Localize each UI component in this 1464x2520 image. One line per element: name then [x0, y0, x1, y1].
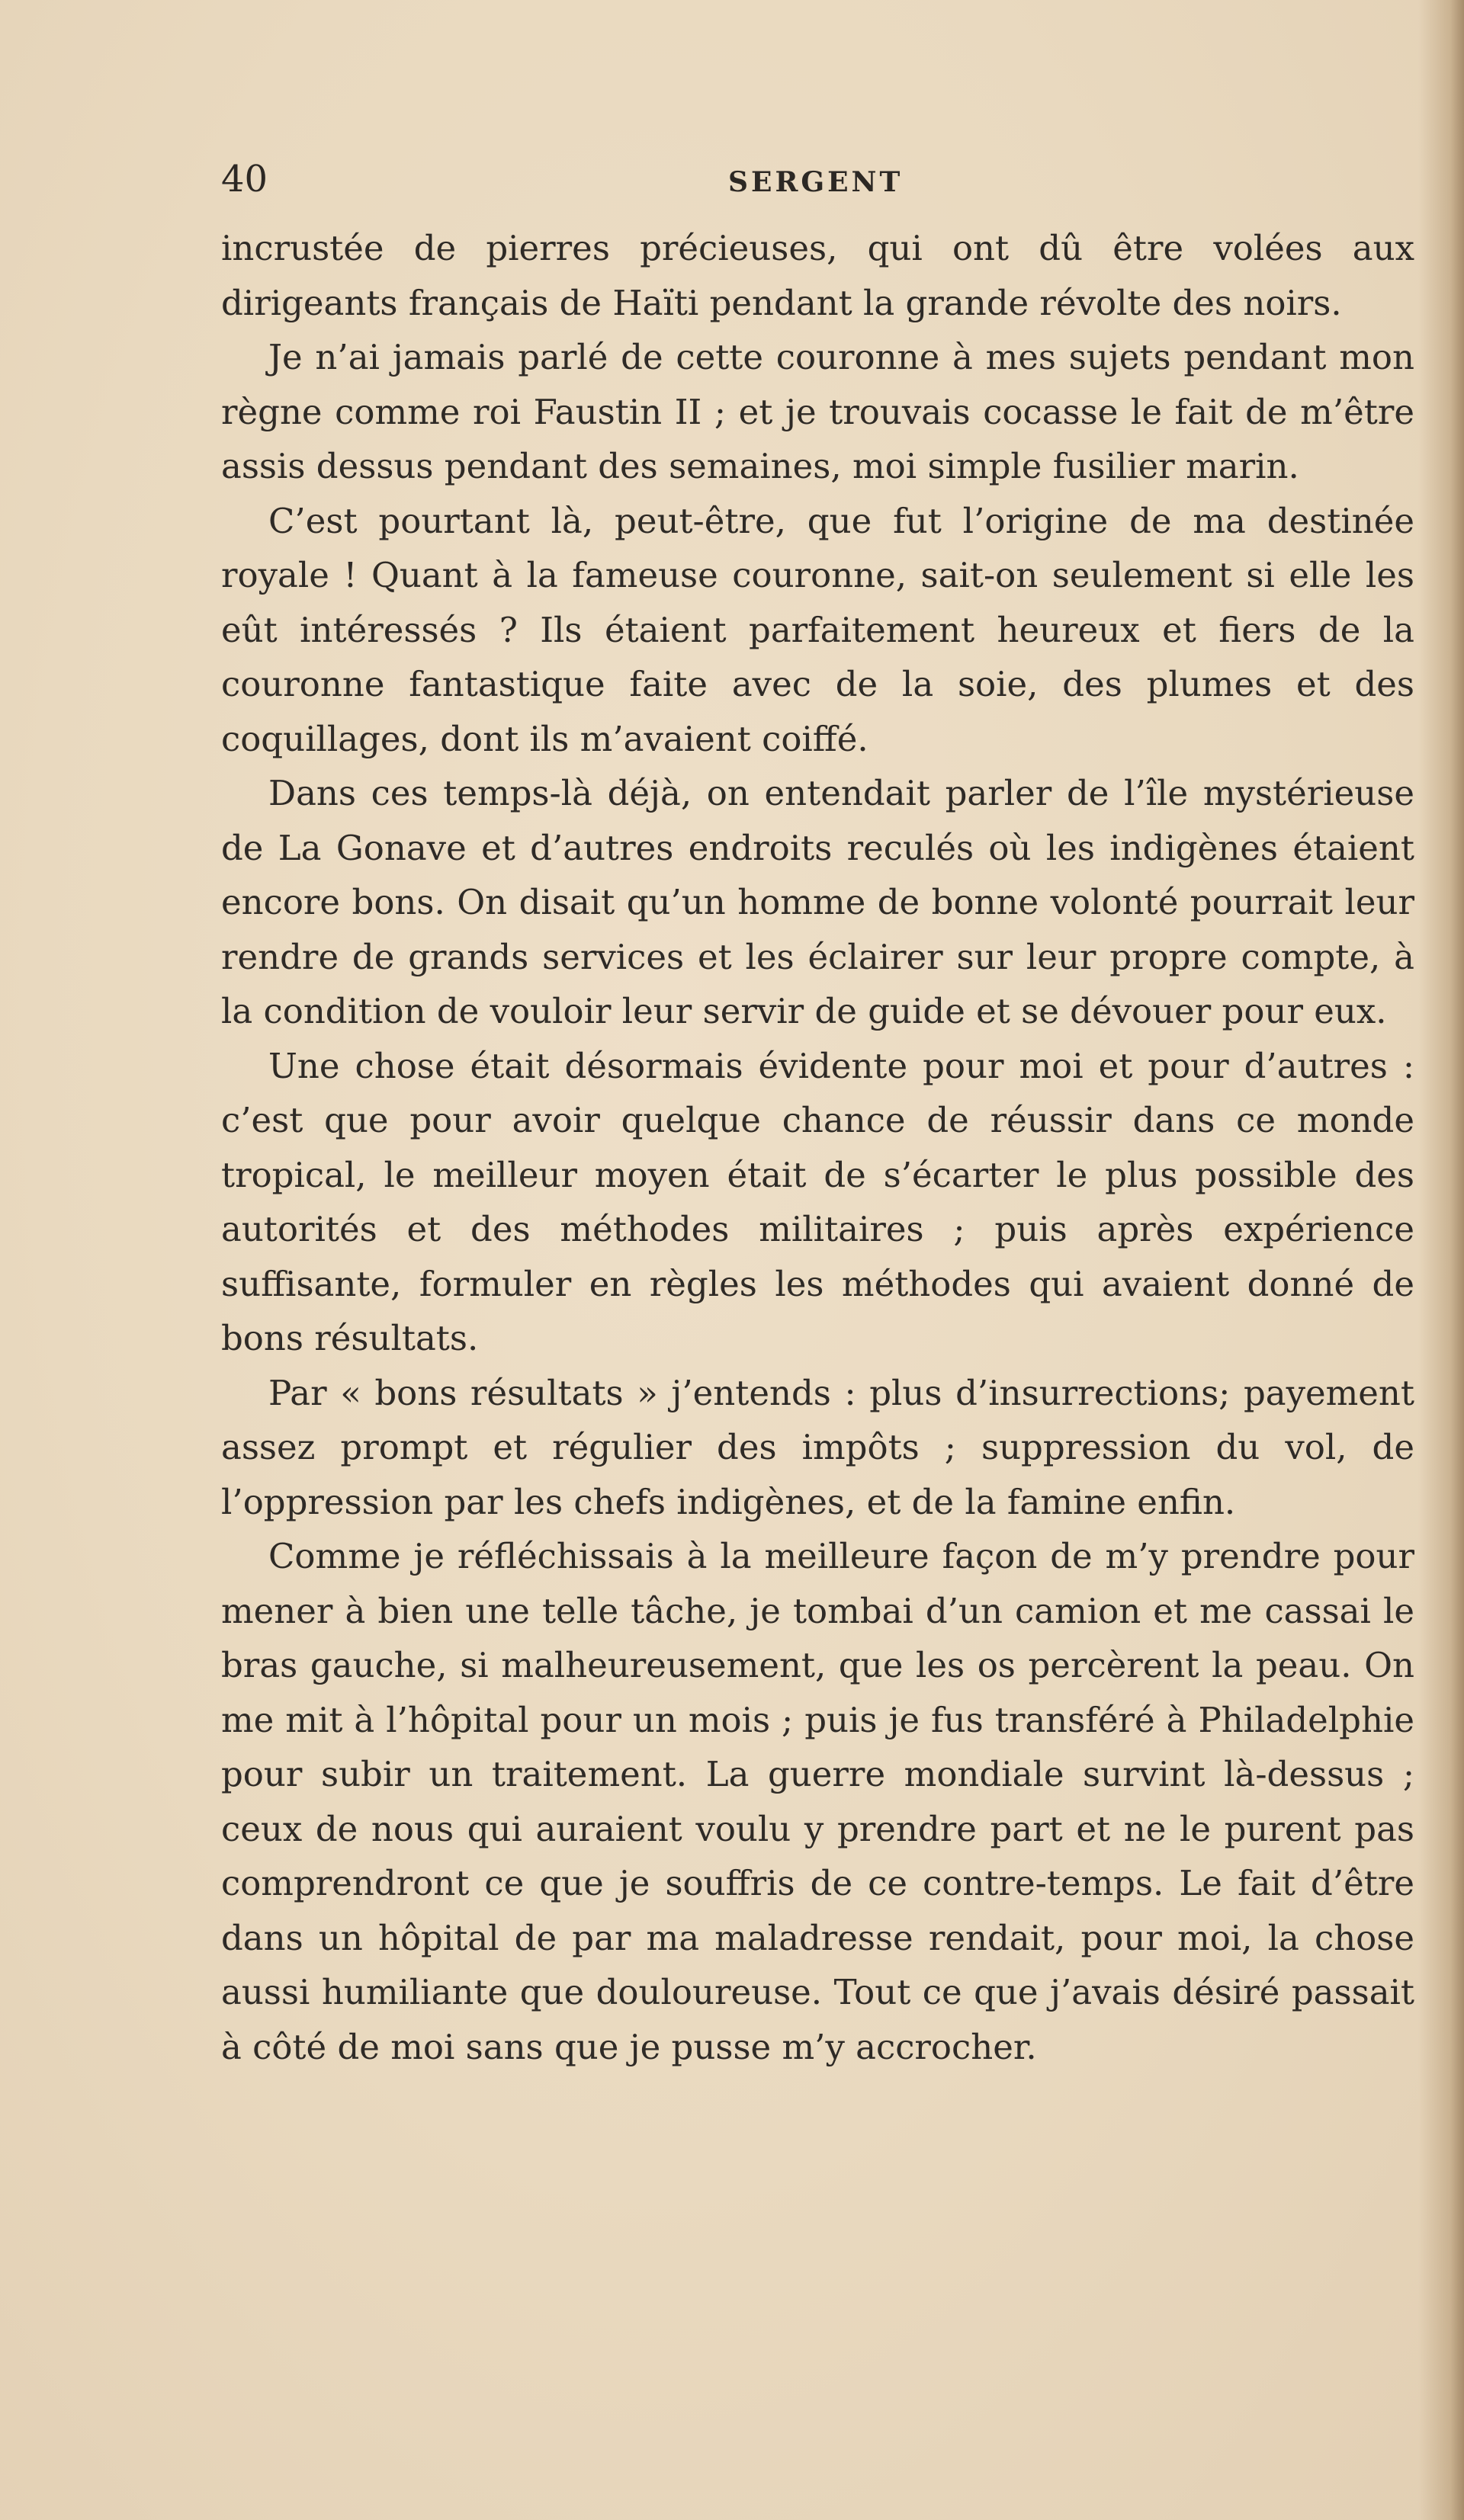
paragraph: Comme je réfléchissais à la meilleure façon de m’y prendre pour mener à bien une telle tâche, je tombai d’un camion et me cassai le bras gauche, si malheureusement, que les os percèrent la peau. On me mit à l’hôpital pour un mois ; puis je fus transféré à Philadelphie pour subir un traitement. La guerre mondiale survint là-dessus ; ceux de nous qui auraient voulu y prendre part et ne le purent pas comprendront ce que je souffris de ce contre-temps. Le fait d’être dans un hôpital de par ma maladresse rendait, pour moi, la chose aussi humiliante que douloureuse. Tout ce que j’avais désiré passait à côté de moi sans que je pusse m’y accrocher.: [221, 1536, 1414, 2067]
paragraph: Dans ces temps-là déjà, on entendait parler de l’île mystérieuse de La Gonave et d’autres endroits reculés où les indigènes étaient encore bons. On disait qu’un homme de bonne volonté pourrait leur rendre de grands services et les éclairer sur leur propre compte, à la condition de vouloir leur servir de guide et se dévouer pour eux.: [221, 773, 1414, 1031]
paragraph: incrustée de pierres précieuses, qui ont dû être volées aux dirigeants français de Haïti pendant la grande révolte des noirs.: [221, 228, 1414, 323]
paragraph: Je n’ai jamais parlé de cette couronne à mes sujets pendant mon règne comme roi Faustin II ; et je trouvais cocasse le fait de m’être assis dessus pendant des semaines, moi simple fusilier marin.: [221, 337, 1414, 486]
paragraph: Une chose était désormais évidente pour moi et pour d’autres : c’est que pour avoir quelque chance de réussir dans ce monde tropical, le meilleur moyen était de s’écarter le plus possible des autorités et des méthodes militaires ; puis après expérience suffisante, formuler en règles les méthodes qui avaient donné de bons résultats.: [221, 1045, 1414, 1358]
paragraph: Par « bons résultats » j’entends : plus d’insurrections; payement assez prompt et régulier des impôts ; suppression du vol, de l’oppression par les chefs indigènes, et de la famine enfin.: [221, 1372, 1414, 1522]
body-text: [221, 221, 1414, 2074]
paragraph: C’est pourtant là, peut-être, que fut l’origine de ma destinée royale ! Quant à la fameuse couronne, sait-on seulement si elle les eût intéressés ? Ils étaient parfaitement heureux et fiers de la couronne fantastique faite avec de la soie, des plumes et des coquillages, dont ils m’avaient coiffé.: [221, 500, 1414, 759]
page-header: [221, 156, 1414, 202]
running-head: SERGENT: [728, 166, 904, 198]
page-number: 40: [221, 158, 268, 200]
spine-shadow: [1418, 0, 1464, 2520]
